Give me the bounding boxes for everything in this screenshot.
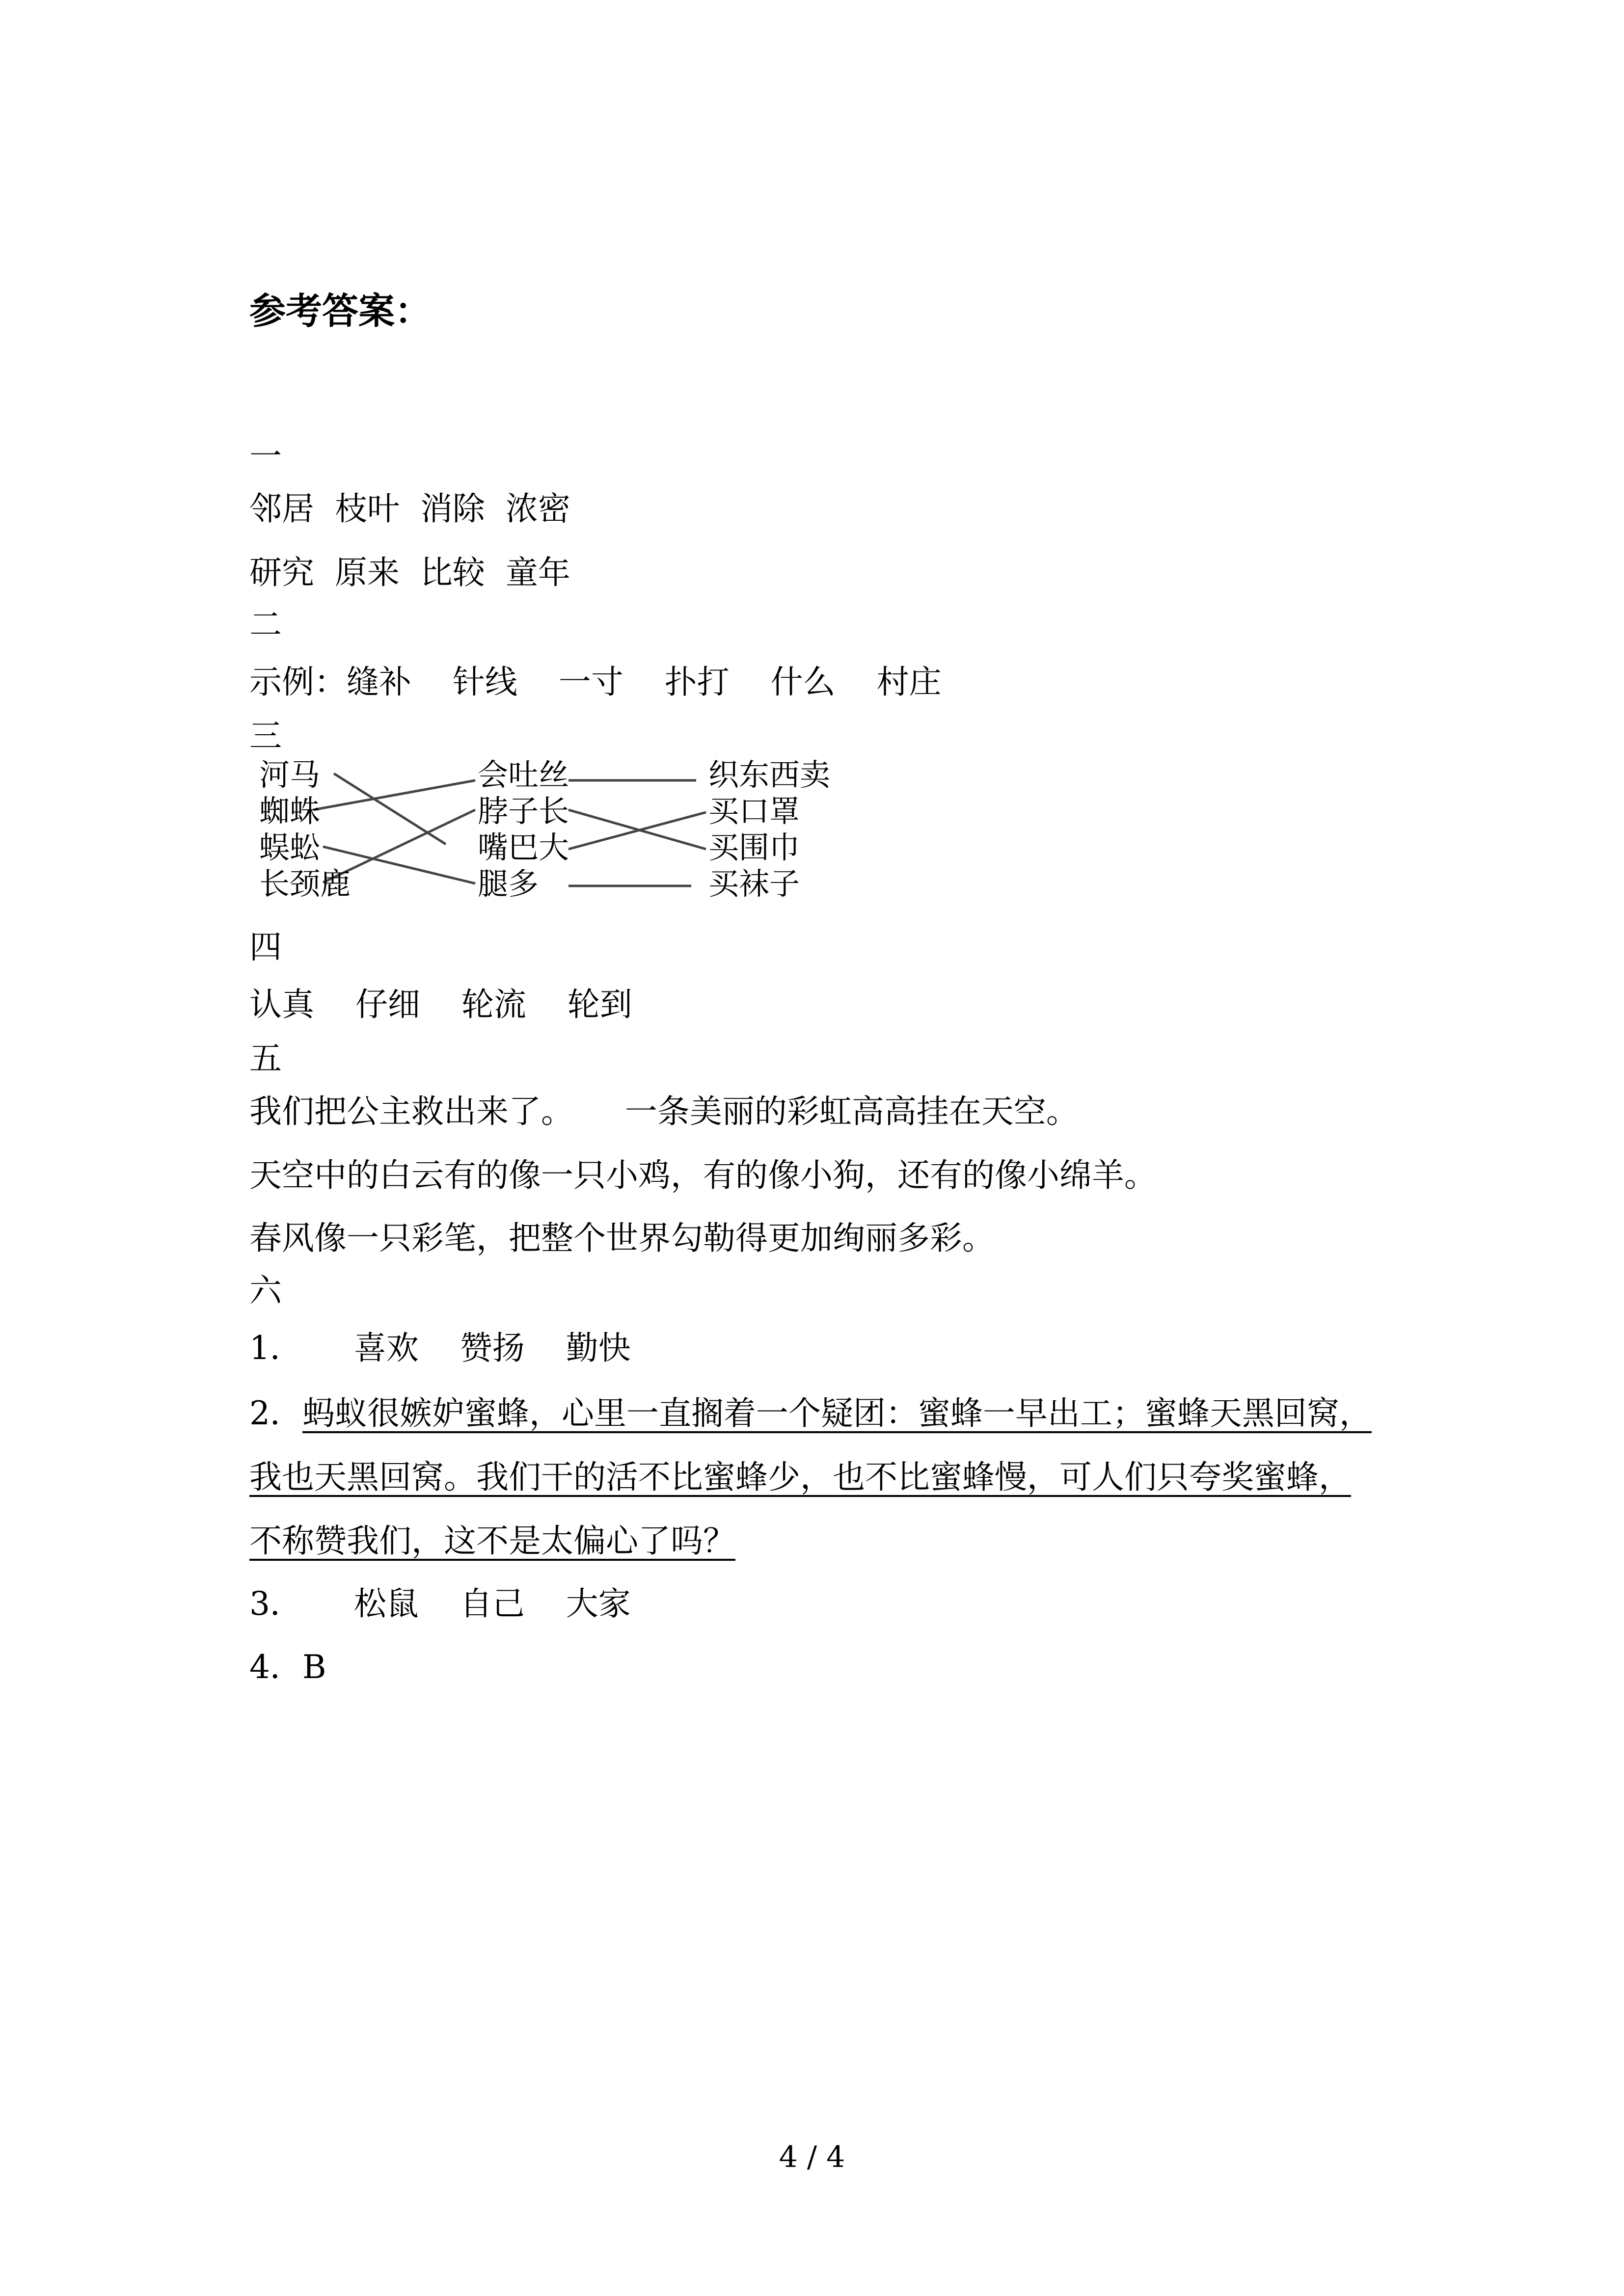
answer-line: 春风像一只彩笔，把整个世界勾勒得更加绚丽多彩。 — [249, 1219, 995, 1257]
answer-line: 我们把公主救出来了。 一条美丽的彩虹高高挂在天空。 — [249, 1093, 1079, 1130]
match-line — [334, 774, 446, 844]
question-number: 2． — [249, 1394, 302, 1432]
match-line — [313, 780, 475, 810]
question-1-answer: 1． 喜欢 赞扬 勤快 — [249, 1329, 631, 1367]
underlined-answer-text: 蚂蚁很嫉妒蜜蜂，心里一直搁着一个疑团：蜜蜂一早出工；蜜蜂天黑回窝， — [302, 1394, 1372, 1432]
section-heading-2: 二 — [249, 606, 282, 643]
match-right-item: 买袜子 — [708, 866, 800, 902]
answer-line: 邻居 枝叶 消除 浓密 — [249, 490, 570, 528]
section-heading-1: 一 — [249, 437, 282, 475]
match-middle-item: 会吐丝 — [478, 757, 569, 793]
answer-line: 示例：缝补 针线 一寸 扑打 什么 村庄 — [249, 663, 942, 701]
match-left-item: 蜘蛛 — [259, 793, 321, 829]
section-heading-3: 三 — [249, 717, 282, 755]
question-3-answer: 3． 松鼠 自己 大家 — [249, 1585, 631, 1623]
matching-diagram — [249, 756, 839, 918]
match-middle-item: 脖子长 — [478, 793, 569, 829]
page-number: 4 / 4 — [779, 2140, 845, 2174]
page-title: 参考答案： — [249, 290, 431, 332]
match-left-item: 河马 — [259, 757, 321, 793]
answer-line: 天空中的白云有的像一只小鸡，有的像小狗，还有的像小绵羊。 — [249, 1156, 1157, 1194]
section-heading-6: 六 — [249, 1272, 282, 1309]
match-right-item: 买围巾 — [708, 829, 800, 865]
match-middle-item: 腿多 — [478, 866, 539, 902]
match-right-item: 织东西卖 — [708, 757, 831, 793]
match-left-item: 蜈蚣 — [259, 829, 321, 865]
match-middle-item: 嘴巴大 — [478, 829, 569, 865]
answer-line: 认真 仔细 轮流 轮到 — [249, 986, 632, 1023]
match-right-item: 买口罩 — [708, 793, 800, 829]
section-heading-5: 五 — [249, 1040, 282, 1077]
section-heading-4: 四 — [249, 928, 282, 966]
match-left-item: 长颈鹿 — [259, 866, 351, 902]
question-2-answer — [249, 1394, 1372, 1433]
answer-line: 研究 原来 比较 童年 — [249, 554, 570, 591]
underlined-answer-text: 不称赞我们，这不是太偏心了吗？ — [249, 1522, 735, 1560]
underlined-answer-text: 我也天黑回窝。我们干的活不比蜜蜂少，也不比蜜蜂慢，可人们只夸奖蜜蜂， — [249, 1458, 1351, 1496]
question-4-answer: 4．B — [249, 1648, 326, 1686]
